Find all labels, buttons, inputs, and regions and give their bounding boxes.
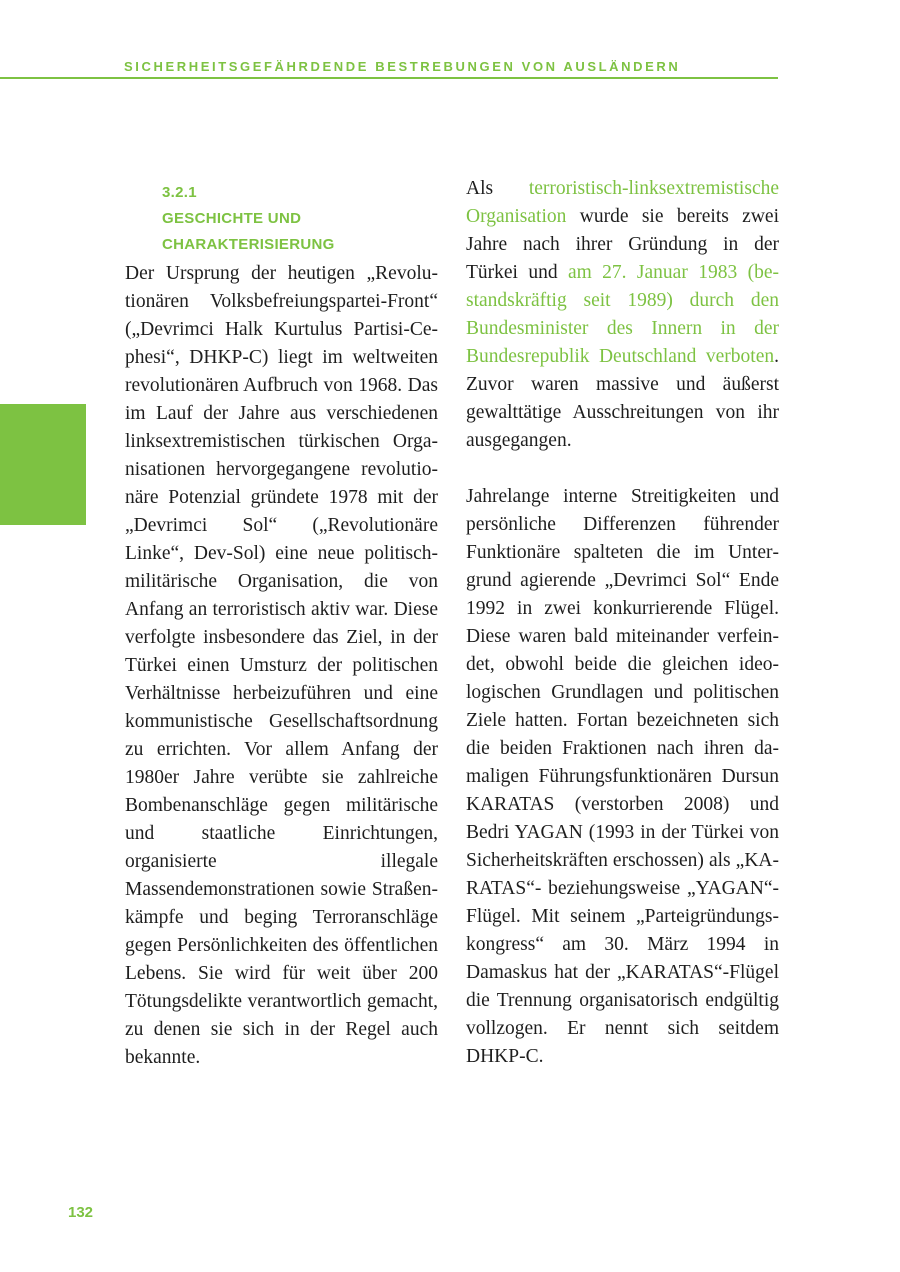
p1-text-3: . Zuvor waren massive und äußerst gewalttätige Ausschreitungen von ihr ausgegangen. [466,346,779,451]
left-column [125,260,438,1072]
p1-text-2: wurde sie bereits zwei Jahre nach ihrer Gründung in der Türkei und [466,206,779,283]
right-column [466,175,779,1071]
running-header-title: SICHERHEITSGEFÄHRDENDE BESTREBUNGEN VON AUSLÄNDERN [124,59,681,74]
section-title-line-2: CHARAKTERISIERUNG [162,236,335,253]
chapter-side-tab [0,404,86,525]
p1-highlight-2: am 27. Januar 1983 (bestandskräftig seit 1989) durch den Bundesminister des Innern in der Bundesrepublik Deutschland verboten [466,262,779,367]
section-heading [162,180,442,258]
right-column-paragraph-2: Jahrelange interne Streitigkeiten und persönliche Differenzen führender Funktionäre spalteten die im Untergrund agierende „Devrimci Sol“ Ende 1992 in zwei konkurrierende Flügel. Diese waren bald miteinander verfeindet, obwohl beide die gleichen ideologischen Grundlagen und politischen Ziele hatten. Fortan bezeichneten sich die beiden Fraktionen nach ihren damaligen Führungsfunktionären Dursun KARATAS (verstorben 2008) und Bedri YAGAN (1993 in der Türkei von Sicherheitskräften erschossen) als „KARATAS“- beziehungsweise „YAGAN“-Flügel. Mit seinem „Parteigründungskongress“ am 30. März 1994 in Damaskus hat der „KARATAS“-Flügel die Trennung organisatorisch endgültig vollzogen. Er nennt sich seitdem DHKP-C. [466,486,779,1067]
paragraph-gap [466,455,779,483]
header-rule [0,77,778,79]
page-number: 132 [68,1204,94,1221]
section-number: 3.2.1 [162,184,197,201]
section-title-line-1: GESCHICHTE UND [162,210,302,227]
left-column-paragraph: Der Ursprung der heutigen „Revolutionären Volksbefreiungspartei-Front“ („Devrimci Halk Kurtulus Partisi-Cephesi“, DHKP-C) liegt im weltweiten revolutionären Aufbruch von 1968. Das im Lauf der Jahre aus verschiedenen linksextremistischen türkischen Organisationen hervorgegangene revolutionäre Potenzial gründete 1978 mit der „Devrimci Sol“ („Revolutionäre Linke“, Dev-Sol) eine neue politisch-militärische Organisation, die von Anfang an terroristisch aktiv war. Diese verfolgte insbesondere das Ziel, in der Türkei einen Umsturz der politischen Verhältnisse herbeizuführen und eine kommunistische Gesellschaftsordnung zu errichten. Vor allem Anfang der 1980er Jahre verübte sie zahlreiche Bombenanschläge gegen militärische und staatliche Einrichtungen, organisierte illegale Massendemonstrationen sowie Straßenkämpfe und beging Terroranschläge gegen Persönlichkeiten des öffentlichen Lebens. Sie wird für weit über 200 Tötungsdelikte verantwortlich gemacht, zu denen sie sich in der Regel auch bekannte. [125,263,438,1068]
p1-highlight-1: terroristisch-linksextremistische Organisation [466,178,779,227]
right-column-paragraph-1 [466,175,779,455]
p1-text-1: Als [466,178,529,199]
